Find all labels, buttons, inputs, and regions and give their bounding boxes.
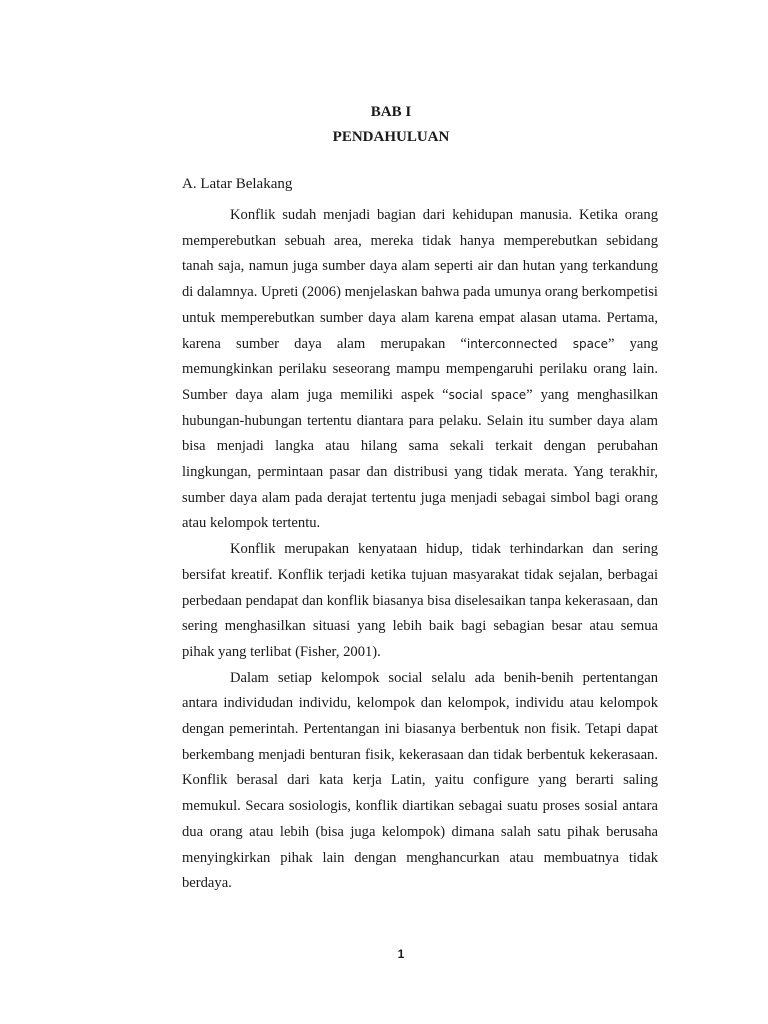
page-number: 1	[397, 947, 405, 961]
chapter-number: BAB I	[370, 104, 412, 120]
paragraph-3: Dalam setiap kelompok social selalu ada benih-benih pertentangan antara individudan individu, kelompok dan kelompok, individu atau kelompok dengan pemerintah. Pertentangan ini biasanya berbentuk non fisik. Tetapi dapat berkembang menjadi benturan fisik, kekerasaan dan tidak berbentuk kekerasaan. Konflik berasal dari kata kerja Latin, yaitu configure yang berarti saling memukul. Secara sosiologis, konflik diartikan sebagai suatu proses sosial antara dua orang atau lebih (bisa juga kelompok) dimana salah satu pihak berusaha menyingkirkan pihak lain dengan menghancurkan atau membuatnya tidak berdaya.	[182, 669, 658, 892]
paragraph-1	[182, 203, 658, 537]
paragraph-1-part-3: ” yang menghasilkan hubungan-hubungan tertentu diantara para pelaku. Selain itu sumber daya alam bisa menjadi langka atau hilang sama sekali terkait dengan perubahan lingkungan, permintaan pasar dan distribusi yang tidak merata. Yang terakhir, sumber daya alam pada derajat tertentu juga menjadi sebagai simbol bagi orang atau kelompok tertentu.	[182, 386, 658, 532]
term-interconnected-space: interconnected space	[466, 336, 608, 351]
paragraph-1-part-1: Konflik sudah menjadi bagian dari kehidupan manusia. Ketika orang memperebutkan sebuah area, mereka tidak hanya memperebutkan sebidang tanah saja, namun juga sumber daya alam seperti air dan hutan yang terkandung di dalamnya. Upreti (2006) menjelaskan bahwa pada umunya orang berkompetisi untuk memperebutkan sumber daya alam karena empat alasan utama. Pertama, karena sumber daya alam merupakan “	[182, 207, 658, 352]
section-heading: A. Latar Belakang	[182, 176, 293, 192]
paragraph-1-part-2: ” yang memungkinkan perilaku seseorang mampu mempengaruhi perilaku orang lain. Sumber daya alam juga memiliki aspek “	[182, 335, 658, 403]
paragraph-2: Konflik merupakan kenyataan hidup, tidak terhindarkan dan sering bersifat kreatif. Konflik terjadi ketika tujuan masyarakat tidak sejalan, berbagai perbedaan pendapat dan konflik biasanya bisa diselesaikan tanpa kekerasaan, dan sering menghasilkan situasi yang lebih baik bagi sebagian besar atau semua pihak yang terlibat (Fisher, 2001).	[182, 541, 658, 660]
body-text	[182, 203, 658, 897]
chapter-title: PENDAHULUAN	[332, 129, 450, 145]
term-social-space: social space	[448, 387, 527, 402]
